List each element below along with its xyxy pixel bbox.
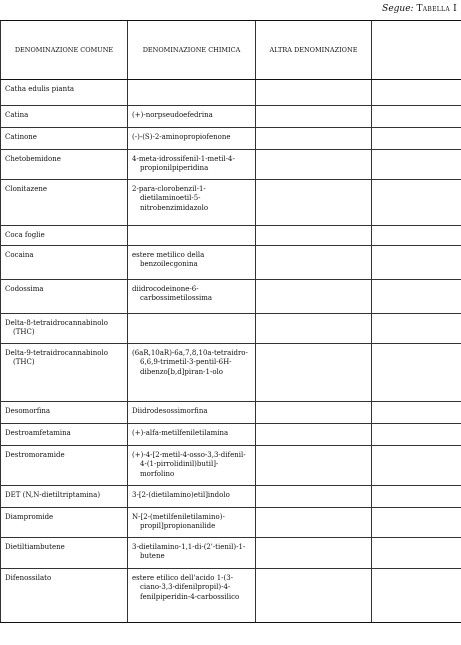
cell-chemical-name <box>128 128 256 150</box>
cell-chemical-name <box>128 569 256 623</box>
header-chemical-name: DENOMINAZIONE CHIMICA <box>128 21 256 80</box>
cell-common-name <box>1 446 128 486</box>
continuation-label: Segue: <box>382 4 414 14</box>
cell-common-name <box>1 344 128 402</box>
table-row <box>1 538 461 569</box>
table-title: Tabella I <box>416 4 457 14</box>
cell-extra <box>372 486 461 508</box>
cell-common-name <box>1 226 128 246</box>
table-row <box>1 106 461 128</box>
cell-common-name-text: Diampromide <box>5 513 54 521</box>
cell-common-name-text: Difenossilato <box>5 574 52 582</box>
cell-chemical-name <box>128 344 256 402</box>
cell-other-name <box>256 538 372 569</box>
cell-chemical-name-text: Diidrodesossimorfina <box>132 407 208 415</box>
table-row <box>1 180 461 226</box>
cell-extra <box>372 446 461 486</box>
cell-common-name <box>1 128 128 150</box>
cell-common-name <box>1 314 128 344</box>
continuation-heading <box>382 4 457 14</box>
table-row <box>1 446 461 486</box>
cell-chemical-name-text: 2-para-clorobenzil-1-dietilaminoetil-5-nitrobenzimidazolo <box>132 185 209 212</box>
cell-common-name <box>1 150 128 180</box>
cell-common-name-text: Catina <box>5 111 29 119</box>
table-row <box>1 128 461 150</box>
cell-common-name <box>1 180 128 226</box>
cell-extra <box>372 80 461 106</box>
cell-chemical-name <box>128 180 256 226</box>
cell-extra <box>372 402 461 424</box>
cell-other-name <box>256 344 372 402</box>
cell-chemical-name <box>128 486 256 508</box>
cell-chemical-name <box>128 446 256 486</box>
substances-table <box>0 20 461 623</box>
table-row <box>1 150 461 180</box>
cell-chemical-name <box>128 424 256 446</box>
cell-common-name-text: Dietiltiambutene <box>5 543 65 551</box>
cell-chemical-name <box>128 80 256 106</box>
table-row <box>1 246 461 280</box>
cell-common-name-text: Codossima <box>5 285 44 293</box>
cell-common-name <box>1 424 128 446</box>
cell-common-name <box>1 538 128 569</box>
cell-chemical-name-text: (-)-(S)-2-aminopropiofenone <box>132 133 231 141</box>
cell-extra <box>372 180 461 226</box>
cell-chemical-name-text: (+)-norpseudoefedrina <box>132 111 213 119</box>
cell-common-name-text: Destroamfetamina <box>5 429 71 437</box>
cell-extra <box>372 508 461 538</box>
table-row <box>1 424 461 446</box>
cell-other-name <box>256 106 372 128</box>
cell-common-name-text: Delta-8-tetraidrocannabinolo (THC) <box>5 319 108 337</box>
header-extra <box>372 21 461 80</box>
table-row <box>1 280 461 314</box>
cell-chemical-name-text: estere etilico dell'acido 1-(3-ciano-3,3-difenilpropil)-4-fenilpiperidin-4-carbossilico <box>132 574 240 601</box>
cell-chemical-name <box>128 538 256 569</box>
table-row <box>1 80 461 106</box>
cell-common-name <box>1 246 128 280</box>
table-row <box>1 314 461 344</box>
cell-common-name-text: Chetobemidone <box>5 155 61 163</box>
cell-chemical-name-text: 3-[2-(dietilamino)etil]indolo <box>132 491 230 499</box>
header-other-name: ALTRA DENOMINAZIONE <box>256 21 372 80</box>
cell-other-name <box>256 424 372 446</box>
table-row <box>1 569 461 623</box>
cell-chemical-name-text: estere metilico della benzoilecgonina <box>132 251 205 269</box>
cell-other-name <box>256 128 372 150</box>
cell-extra <box>372 226 461 246</box>
cell-other-name <box>256 80 372 106</box>
cell-other-name <box>256 150 372 180</box>
cell-extra <box>372 538 461 569</box>
cell-chemical-name-text: 4-meta-idrossifenil-1-metil-4-propionilpiperidina <box>132 155 235 173</box>
cell-common-name <box>1 402 128 424</box>
cell-extra <box>372 150 461 180</box>
table-header-row <box>1 21 461 80</box>
cell-chemical-name <box>128 402 256 424</box>
table-row <box>1 344 461 402</box>
cell-extra <box>372 246 461 280</box>
cell-chemical-name-text: N-[2-(metilfeniletilamino)-propil]propionanilide <box>132 513 225 531</box>
cell-common-name <box>1 508 128 538</box>
cell-chemical-name <box>128 280 256 314</box>
cell-other-name <box>256 569 372 623</box>
cell-extra <box>372 314 461 344</box>
cell-other-name <box>256 246 372 280</box>
cell-other-name <box>256 402 372 424</box>
cell-common-name-text: Coca foglie <box>5 231 45 239</box>
cell-common-name-text: DET (N,N-dietiltriptamina) <box>5 491 101 499</box>
cell-common-name-text: Catha edulis pianta <box>5 85 75 93</box>
cell-chemical-name-text: 3-dietilamino-1,1-di-(2'-tienil)-1-butene <box>132 543 246 561</box>
cell-extra <box>372 569 461 623</box>
cell-common-name <box>1 569 128 623</box>
cell-extra <box>372 424 461 446</box>
header-common-name: DENOMINAZIONE COMUNE <box>1 21 128 80</box>
cell-extra <box>372 280 461 314</box>
cell-common-name <box>1 80 128 106</box>
cell-common-name <box>1 486 128 508</box>
table-row <box>1 508 461 538</box>
cell-chemical-name-text: (+)-alfa-metilfeniletilamina <box>132 429 229 437</box>
cell-other-name <box>256 314 372 344</box>
cell-other-name <box>256 486 372 508</box>
cell-common-name-text: Cocaina <box>5 251 34 259</box>
cell-extra <box>372 344 461 402</box>
cell-common-name-text: Clonitazene <box>5 185 48 193</box>
cell-chemical-name-text: diidrocodeinone-6-carbossimetilossima <box>132 285 213 303</box>
cell-chemical-name <box>128 246 256 280</box>
cell-chemical-name <box>128 508 256 538</box>
table-row <box>1 486 461 508</box>
cell-other-name <box>256 280 372 314</box>
cell-chemical-name <box>128 150 256 180</box>
cell-common-name <box>1 106 128 128</box>
cell-common-name-text: Catinone <box>5 133 37 141</box>
cell-chemical-name-text: (6aR,10aR)-6a,7,8,10a-tetraidro-6,6,9-trimetil-3-pentil-6H-dibenzo[b,d]piran-1-olo <box>132 349 248 376</box>
cell-common-name-text: Destromoramide <box>5 451 65 459</box>
cell-common-name-text: Desomorfina <box>5 407 51 415</box>
cell-extra <box>372 128 461 150</box>
cell-other-name <box>256 226 372 246</box>
cell-chemical-name <box>128 226 256 246</box>
table-row <box>1 402 461 424</box>
cell-other-name <box>256 508 372 538</box>
table-row <box>1 226 461 246</box>
cell-chemical-name <box>128 314 256 344</box>
cell-common-name <box>1 280 128 314</box>
cell-other-name <box>256 180 372 226</box>
cell-chemical-name-text: (+)-4-[2-metil-4-osso-3,3-difenil-4-(1-pirrolidinil)butil]-morfolino <box>132 451 246 478</box>
cell-common-name-text: Delta-9-tetraidrocannabinolo (THC) <box>5 349 108 367</box>
cell-extra <box>372 106 461 128</box>
cell-chemical-name <box>128 106 256 128</box>
cell-other-name <box>256 446 372 486</box>
